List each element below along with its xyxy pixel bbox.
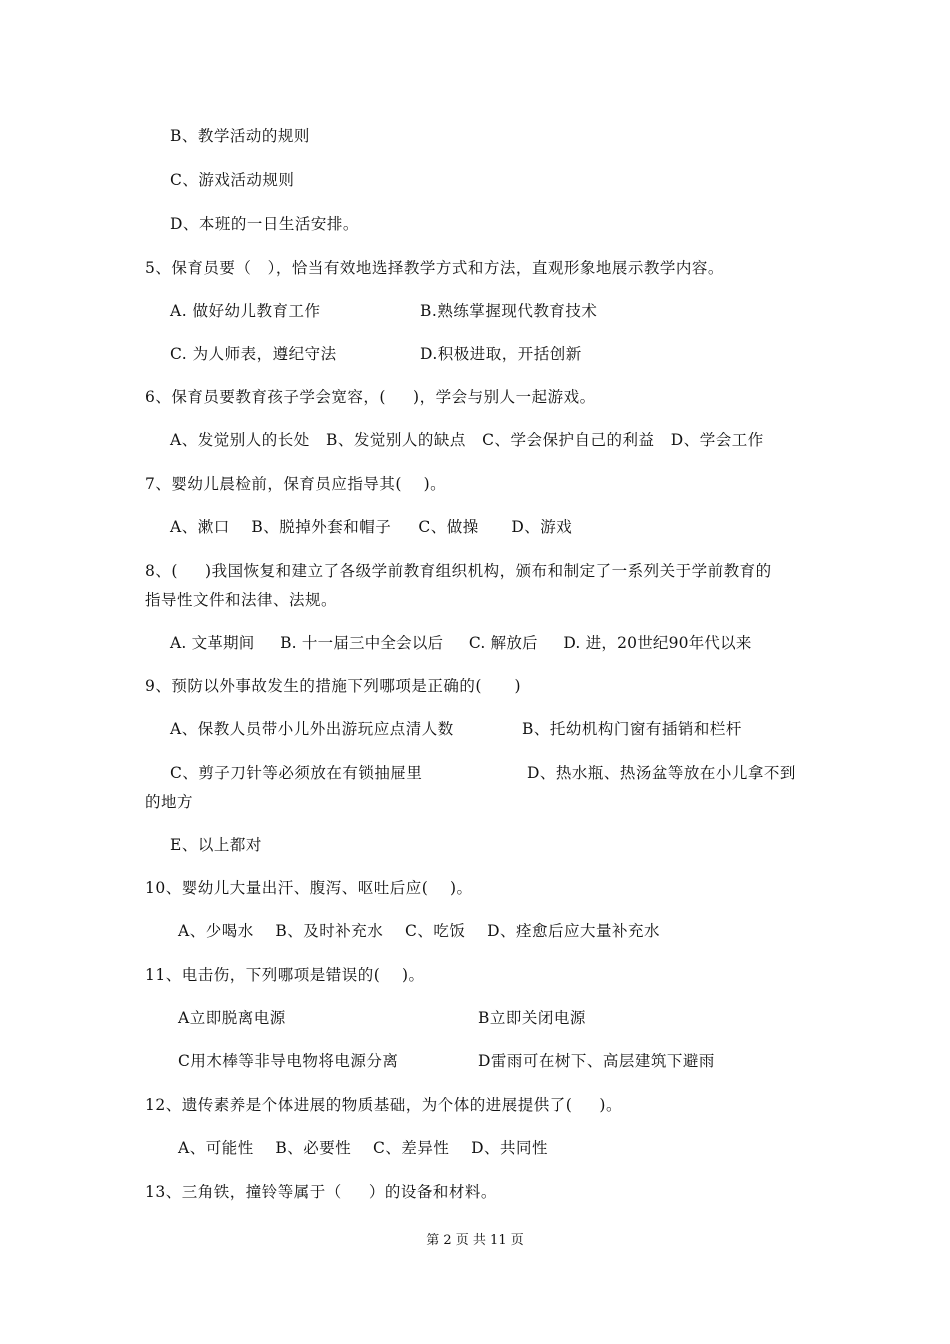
question-9: 9、预防以外事故发生的措施下列哪项是正确的( ) [145, 677, 522, 695]
question-10: 10、婴幼儿大量出汗、腹泻、呕吐后应( )。 [145, 879, 473, 897]
question-5: 5、保育员要（ ），恰当有效地选择教学方式和方法，直观形象地展示教学内容。 [145, 259, 724, 277]
question-6: 6、保育员要教育孩子学会宽容，( )，学会与别人一起游戏。 [145, 388, 596, 406]
question-11: 11、电击伤，下列哪项是错误的( )。 [145, 966, 425, 984]
question-13: 13、三角铁，撞铃等属于（ ）的设备和材料。 [145, 1183, 497, 1201]
q4-option-c: C、游戏活动规则 [170, 171, 295, 189]
page-footer: 第 2 页 共 11 页 [426, 1233, 524, 1248]
q9-option-b: B、托幼机构门窗有插销和栏杆 [522, 720, 742, 738]
q10-options: A、少喝水 B、及时补充水 C、吃饭 D、痊愈后应大量补充水 [178, 922, 660, 940]
q9-option-a: A、保教人员带小儿外出游玩应点清人数 [170, 720, 454, 738]
q9-option-e: E、以上都对 [170, 836, 262, 854]
q4-option-b: B、教学活动的规则 [170, 127, 310, 145]
q11-option-d: D雷雨可在树下、高层建筑下避雨 [478, 1052, 715, 1070]
q9-option-c: C、剪子刀针等必须放在有锁抽屉里 [170, 764, 423, 782]
q8-options: A. 文革期间 B. 十一届三中全会以后 C. 解放后 D. 进，20世纪90年代以来 [170, 634, 752, 652]
q11-option-b: B立即关闭电源 [478, 1009, 586, 1027]
question-12: 12、遗传素养是个体进展的物质基础，为个体的进展提供了( )。 [145, 1096, 622, 1114]
q5-option-b: B.熟练掌握现代教育技术 [420, 302, 598, 320]
q4-option-d: D、本班的一日生活安排。 [170, 215, 359, 233]
question-7: 7、婴幼儿晨检前，保育员应指导其( )。 [145, 475, 447, 493]
question-8-line-1: 8、( )我国恢复和建立了各级学前教育组织机构，颁布和制定了一系列关于学前教育的 [145, 562, 772, 580]
q7-options: A、漱口 B、脱掉外套和帽子 C、做操 D、游戏 [170, 518, 573, 536]
q12-options: A、可能性 B、必要性 C、差异性 D、共同性 [178, 1139, 548, 1157]
q11-option-c: C用木棒等非导电物将电源分离 [178, 1052, 399, 1070]
q5-option-a: A. 做好幼儿教育工作 [170, 302, 321, 320]
q6-options: A、发觉别人的长处 B、发觉别人的缺点 C、学会保护自己的利益 D、学会工作 [170, 431, 764, 449]
q9-option-d: D、热水瓶、热汤盆等放在小儿拿不到 [527, 764, 796, 782]
q9-option-d-cont: 的地方 [145, 793, 194, 811]
q5-option-c: C. 为人师表，遵纪守法 [170, 345, 337, 363]
q5-option-d: D.积极进取，开括创新 [420, 345, 582, 363]
q11-option-a: A立即脱离电源 [178, 1009, 286, 1027]
question-8-line-2: 指导性文件和法律、法规。 [145, 591, 338, 609]
